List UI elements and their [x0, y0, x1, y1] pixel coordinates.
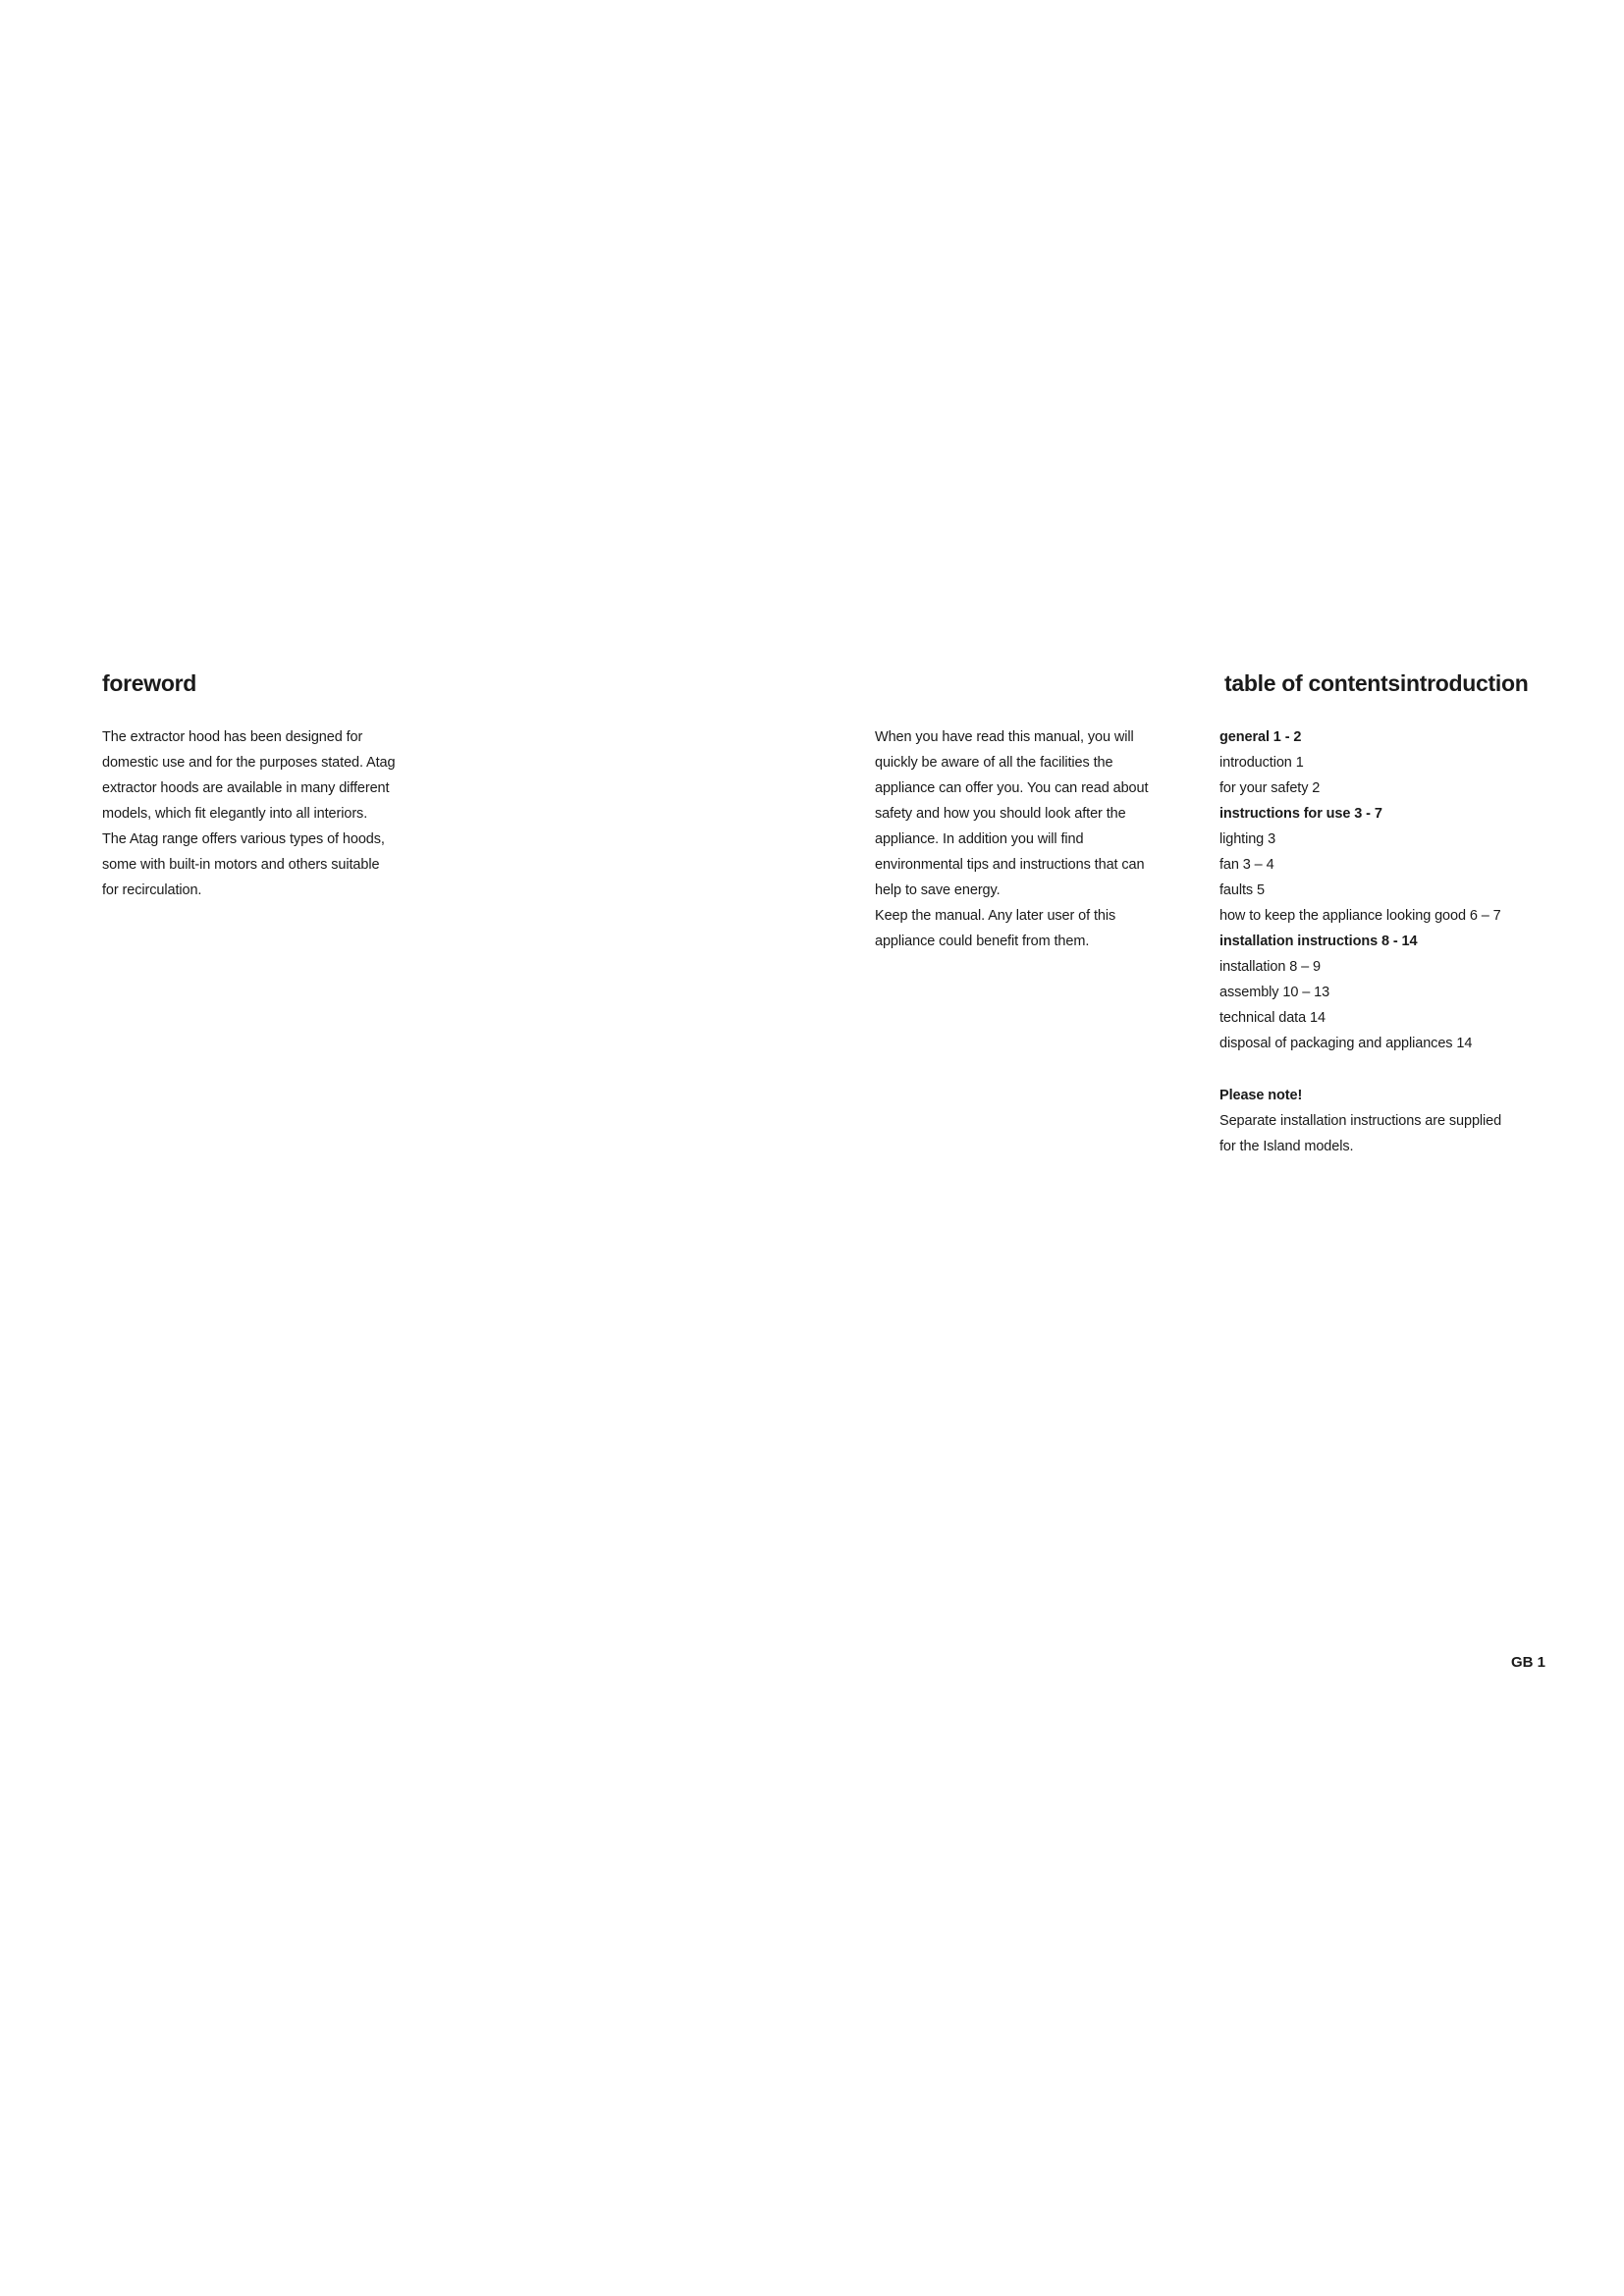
text-line: some with built-in motors and others suitable: [102, 857, 380, 873]
text-line: domestic use and for the purposes stated. Atag: [102, 755, 396, 771]
note-line: for the Island models.: [1219, 1139, 1354, 1154]
text-line: appliance. In addition you will find: [875, 831, 1084, 847]
text-line: safety and how you should look after the: [875, 806, 1126, 822]
text-line: for recirculation.: [102, 882, 202, 898]
foreword-text: [102, 724, 395, 903]
toc-item-introduction: introduction 1: [1219, 755, 1304, 771]
toc-item-assembly: assembly 10 – 13: [1219, 985, 1330, 1000]
toc-item-lighting: lighting 3: [1219, 831, 1276, 847]
text-line: models, which fit elegantly into all interiors.: [102, 806, 368, 822]
table-of-contents: [1219, 724, 1501, 1056]
text-line: environmental tips and instructions that can: [875, 857, 1145, 873]
toc-section-instructions-for-use: instructions for use 3 - 7: [1219, 806, 1382, 822]
text-line: extractor hoods are available in many different: [102, 780, 390, 796]
text-line: appliance can offer you. You can read about: [875, 780, 1149, 796]
table-of-contents-heading: table of contentsintroduction: [1224, 670, 1529, 696]
text-line: quickly be aware of all the facilities the: [875, 755, 1113, 771]
toc-section-installation-instructions: installation instructions 8 - 14: [1219, 934, 1418, 949]
text-line: When you have read this manual, you will: [875, 729, 1134, 745]
toc-item-technical-data: technical data 14: [1219, 1010, 1326, 1026]
text-line: appliance could benefit from them.: [875, 934, 1090, 949]
text-line: The Atag range offers various types of hoods,: [102, 831, 385, 847]
foreword-heading: foreword: [102, 670, 196, 696]
text-line: Keep the manual. Any later user of this: [875, 908, 1116, 924]
note-title: Please note!: [1219, 1088, 1303, 1103]
toc-item-appliance-care: how to keep the appliance looking good 6 – 7: [1219, 908, 1501, 924]
toc-section-general: general 1 - 2: [1219, 729, 1302, 745]
toc-item-fan: fan 3 – 4: [1219, 857, 1274, 873]
note-line: Separate installation instructions are supplied: [1219, 1113, 1502, 1129]
toc-item-faults: faults 5: [1219, 882, 1265, 898]
please-note-block: [1219, 1083, 1501, 1159]
toc-item-safety: for your safety 2: [1219, 780, 1321, 796]
text-line: help to save energy.: [875, 882, 1001, 898]
toc-item-disposal: disposal of packaging and appliances 14: [1219, 1036, 1473, 1051]
toc-item-installation: installation 8 – 9: [1219, 959, 1321, 975]
introduction-text: [875, 724, 1148, 954]
page-number: GB 1: [1510, 1654, 1545, 1671]
text-line: The extractor hood has been designed for: [102, 729, 363, 745]
